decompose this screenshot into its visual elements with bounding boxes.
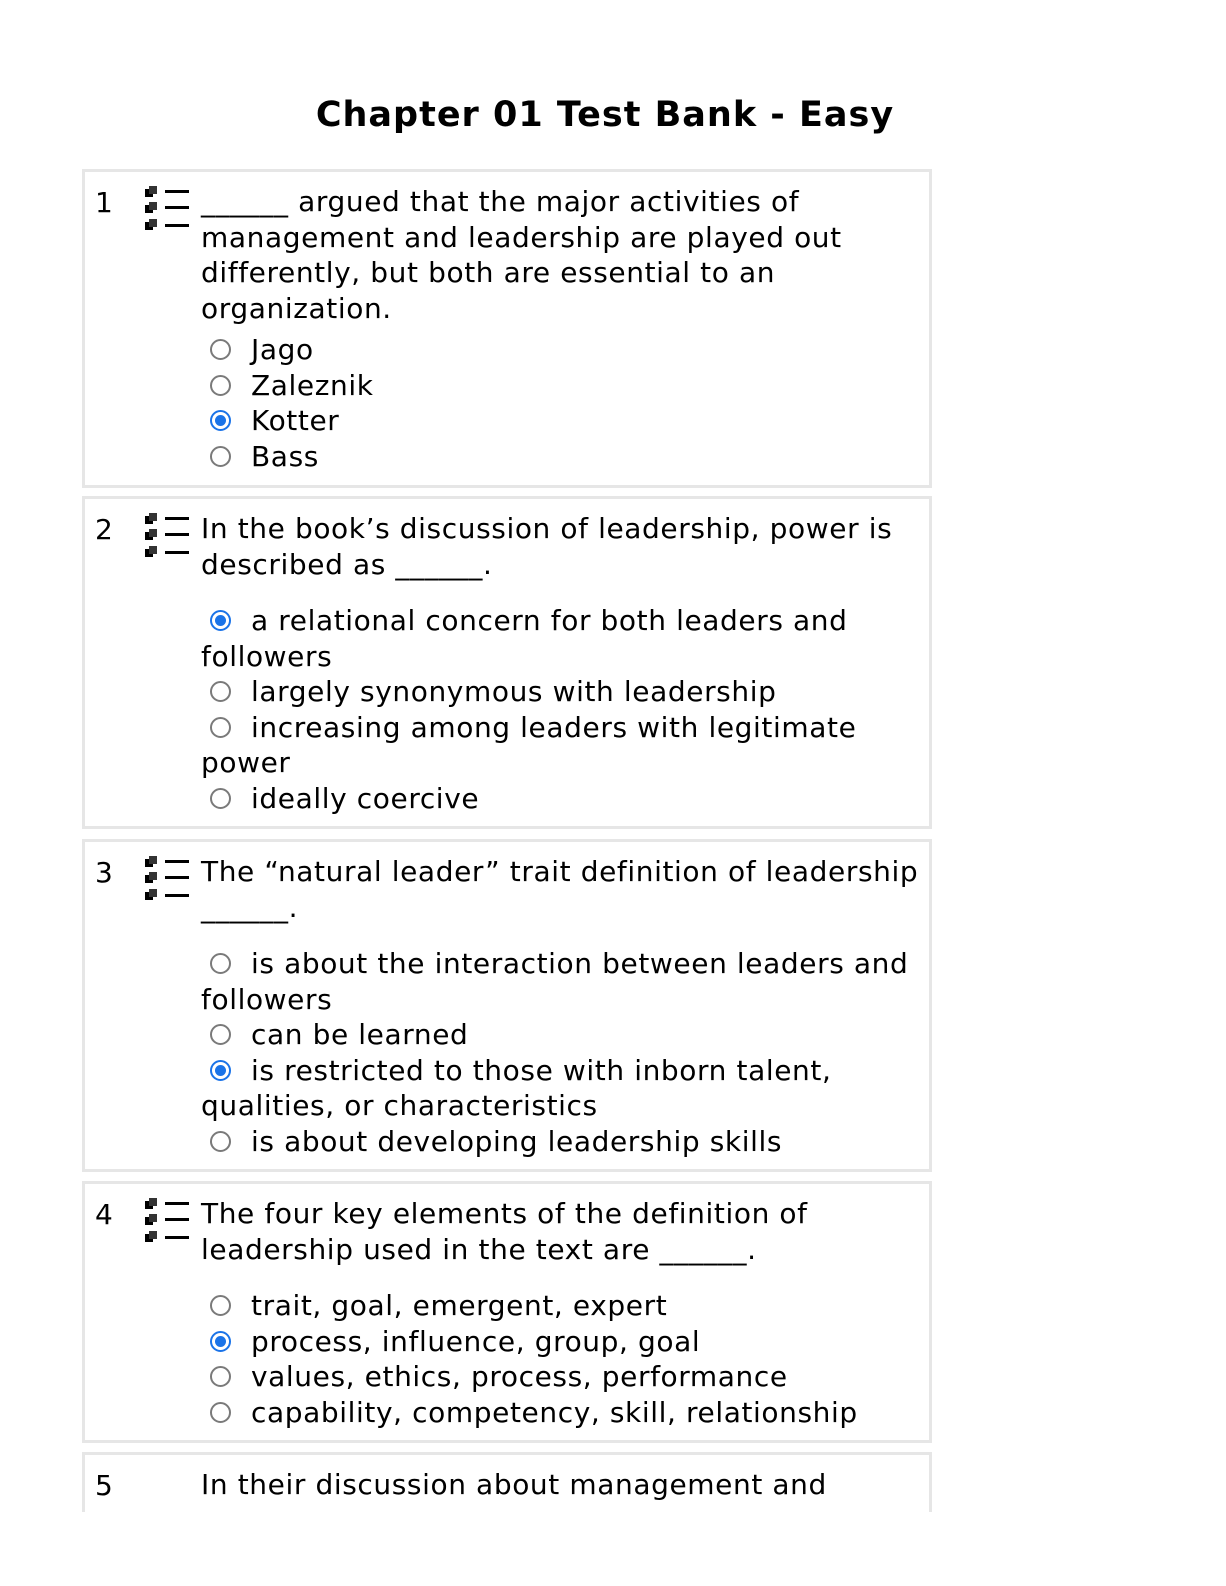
radio-unselected-icon[interactable] xyxy=(210,1402,231,1423)
question-card-2 xyxy=(82,496,932,829)
radio-unselected-icon[interactable] xyxy=(210,953,231,974)
multiple-choice-list-icon xyxy=(143,513,193,565)
answer-option[interactable]: Zaleznik xyxy=(201,368,921,404)
radio-unselected-icon[interactable] xyxy=(210,1131,231,1152)
page-title: Chapter 01 Test Bank - Easy xyxy=(315,95,895,135)
question-text: In the book’s discussion of leadership, power is described as ______. xyxy=(201,512,893,581)
answer-option[interactable]: is restricted to those with inborn talent, qualities, or characteristics xyxy=(201,1053,832,1122)
radio-unselected-icon[interactable] xyxy=(210,788,231,809)
answer-option[interactable]: Bass xyxy=(201,439,921,475)
answer-option[interactable]: largely synonymous with leadership xyxy=(201,674,921,710)
question-text: The four key elements of the definition of leadership used in the text are ______. xyxy=(201,1197,808,1266)
answer-option[interactable]: values, ethics, process, performance xyxy=(201,1359,921,1395)
question-number: 3 xyxy=(95,856,113,889)
question-card-1 xyxy=(82,169,932,488)
radio-selected-icon[interactable] xyxy=(210,410,231,431)
question-text: ______ argued that the major activities of management and leadership are played out differently, but both are essential to an organization. xyxy=(201,185,842,325)
radio-selected-icon[interactable] xyxy=(210,610,231,631)
multiple-choice-list-icon xyxy=(143,186,193,238)
question-number: 1 xyxy=(95,186,113,219)
radio-unselected-icon[interactable] xyxy=(210,717,231,738)
answer-option[interactable]: is about developing leadership skills xyxy=(201,1124,921,1160)
radio-unselected-icon[interactable] xyxy=(210,681,231,702)
answer-option[interactable]: process, influence, group, goal xyxy=(201,1324,921,1360)
question-card-4 xyxy=(82,1181,932,1443)
answer-option[interactable]: can be learned xyxy=(201,1017,921,1053)
answer-option[interactable]: ideally coercive xyxy=(201,781,921,817)
answer-option[interactable]: Jago xyxy=(201,332,921,368)
multiple-choice-list-icon xyxy=(143,1198,193,1250)
answer-options xyxy=(201,332,921,474)
radio-unselected-icon[interactable] xyxy=(210,1295,231,1316)
answer-options xyxy=(201,603,921,816)
radio-unselected-icon[interactable] xyxy=(210,375,231,396)
radio-selected-icon[interactable] xyxy=(210,1331,231,1352)
radio-unselected-icon[interactable] xyxy=(210,1366,231,1387)
question-text: In their discussion about management and xyxy=(201,1468,827,1501)
question-number: 5 xyxy=(95,1469,113,1502)
radio-unselected-icon[interactable] xyxy=(210,446,231,467)
answer-option[interactable]: capability, competency, skill, relationship xyxy=(201,1395,921,1431)
answer-options xyxy=(201,1288,921,1430)
question-number: 4 xyxy=(95,1198,113,1231)
question-card-5 xyxy=(82,1452,932,1512)
answer-option[interactable]: increasing among leaders with legitimate power xyxy=(201,710,857,779)
question-card-3 xyxy=(82,839,932,1172)
answer-option[interactable]: a relational concern for both leaders and followers xyxy=(201,604,848,673)
answer-option[interactable]: is about the interaction between leaders and followers xyxy=(201,947,909,1016)
question-text: The “natural leader” trait definition of leadership ______. xyxy=(201,855,919,924)
answer-option[interactable]: Kotter xyxy=(201,403,921,439)
answer-options xyxy=(201,946,921,1159)
question-number: 2 xyxy=(95,513,113,546)
radio-unselected-icon[interactable] xyxy=(210,1024,231,1045)
answer-option[interactable]: trait, goal, emergent, expert xyxy=(201,1288,921,1324)
radio-selected-icon[interactable] xyxy=(210,1060,231,1081)
multiple-choice-list-icon xyxy=(143,856,193,908)
radio-unselected-icon[interactable] xyxy=(210,339,231,360)
